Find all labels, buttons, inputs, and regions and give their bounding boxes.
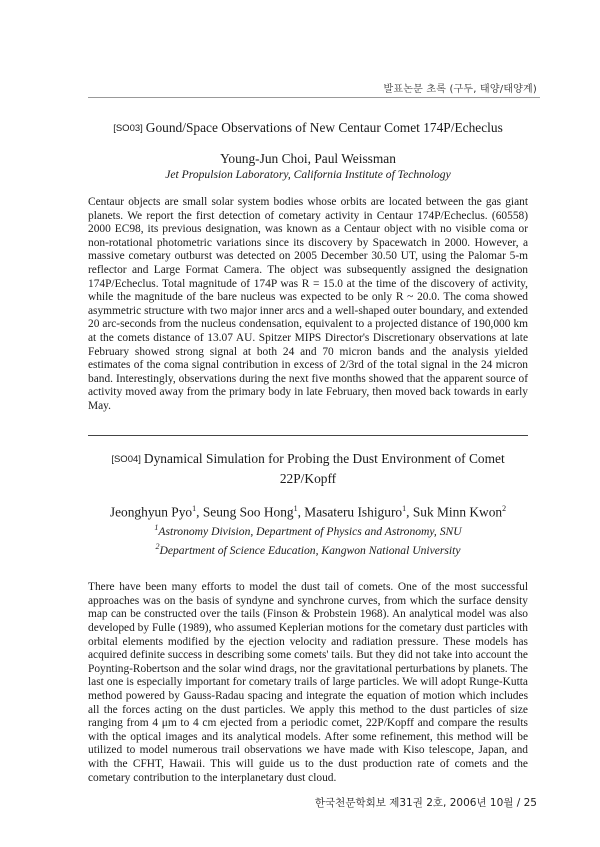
abstract-body: There have been many efforts to model the dust tail of comets. One of the most successful approaches was on the basis of syndyne and synchrone curves, from which the surface density map can be constructed over the tails (Finson & Probstein 1968). An analytical model was also developed by Fulle (1989), who assumed Keplerian motions for the cometary dust particles with orbital elements modified by the ejection velocity and radiation pressure. These models has acquired definite success in describing some comets' tails. But they did not take into account the Poynting-Robertson and the solar wind drags, nor the gravitational perturbations by planets. The last one is especially important for cometary trails of large particles. We will adopt Runge-Kutta method powered by Gauss-Radau spacing and integrate the equation of motion which includes all the forces acting on the dust particles. We apply this method to the dust particles of size ranging from 4 μm to 4 cm ejected from a periodic comet, 22P/Kopff and compare the results with the optical images and its analytical models. After some refinement, this method will be utilized to model numerous trail observations we have made with Kiso telescope, Japan, and with the CFHT, Hawaii. This will guide us to the dust production rate of comets and the cometary contribution to the interplanetary dust cloud.	[88, 581, 528, 784]
affiliation-mark: 1	[154, 523, 159, 533]
author-name: Masateru Ishiguro	[304, 504, 403, 520]
affiliation-text: Department of Science Education, Kangwon National University	[159, 544, 461, 558]
author-affil-mark: 1	[293, 504, 298, 513]
author-list: Jeonghyun Pyo$^1$, Seung Soo Hong$^1$, Masateru Ishiguro$^1$, Suk Minn Kwon$^2$	[109, 504, 507, 520]
affiliation: Jet Propulsion Laboratory, California Institute of Technology	[165, 168, 451, 181]
author-name: Jeonghyun Pyo	[109, 504, 193, 520]
abstract-so03	[88, 118, 528, 414]
abstract-title	[88, 118, 528, 138]
abstract-title-text: Gound/Space Observations of New Centaur Comet 174P/Echeclus	[145, 120, 503, 135]
affiliation	[88, 520, 528, 539]
author-list: Young-Jun Choi, Paul Weissman	[220, 151, 396, 166]
author-affil-mark: 1	[402, 504, 407, 513]
abstract-code: [SO04]	[111, 454, 141, 465]
abstract-title	[88, 449, 528, 488]
abstract-code: [SO03]	[113, 123, 143, 134]
affiliation	[88, 539, 528, 558]
author-name: Suk Minn Kwon	[412, 504, 503, 520]
abstract-divider	[88, 435, 528, 436]
author-affil-mark: 2	[502, 504, 507, 513]
author-affil-mark: 1	[192, 504, 197, 513]
section-label: 발표논문 초록 (구두, 태양/태양계)	[383, 84, 537, 95]
abstract-title-text: Dynamical Simulation for Probing the Dust Environment of Comet 22P/Kopff	[143, 451, 505, 486]
author-name: Seung Soo Hong	[202, 504, 294, 520]
abstract-so04	[88, 449, 528, 785]
affiliation-text: Astronomy Division, Department of Physics and Astronomy, SNU	[158, 525, 462, 539]
abstract-body: Centaur objects are small solar system bodies whose orbits are located between the gas giant planets. We report the first detection of cometary activity in Centaur 174P/Echeclus. (60558) 2000 EC98, its previous designation, was known as a Centaur object with no visible coma or non-rotational photometric variations since its discovery by Spacewatch in 2000. However, a massive cometary outburst was detected on 2005 December 30.50 UT, using the Palomar 5-m reflector and Large Format Camera. The object was subsequently assigned the designation 174P/Echeclus. Total magnitude of 174P was R = 15.0 at the time of the discovery of activity, while the magnitude of the bare nucleus was expected to be only R ~ 20.0. The coma showed asymmetric structure with two major inner arcs and a well-shaped outer boundary, and extended 20 arc-seconds from the nucleus condensation, equivalent to a projected distance of 190,000 km at the comets distance of 13.07 AU. Spitzer MIPS Director's Discretionary observations at late February showed strong signal at both 24 and 70 micron bands and the analysis yielded estimates of the coma signal contribution in excess of 2/3rd of the total signal in the 24 micron band. Interestingly, observations during the next five months showed that the apparent source of activity moved away from the primary body in late February, then moved back towards in early May.	[88, 196, 528, 412]
page-footer: 한국천문학회보 제31권 2호, 2006년 10월 / 25	[314, 797, 537, 809]
header-rule	[88, 97, 540, 98]
affiliation-mark: 2	[155, 542, 160, 552]
